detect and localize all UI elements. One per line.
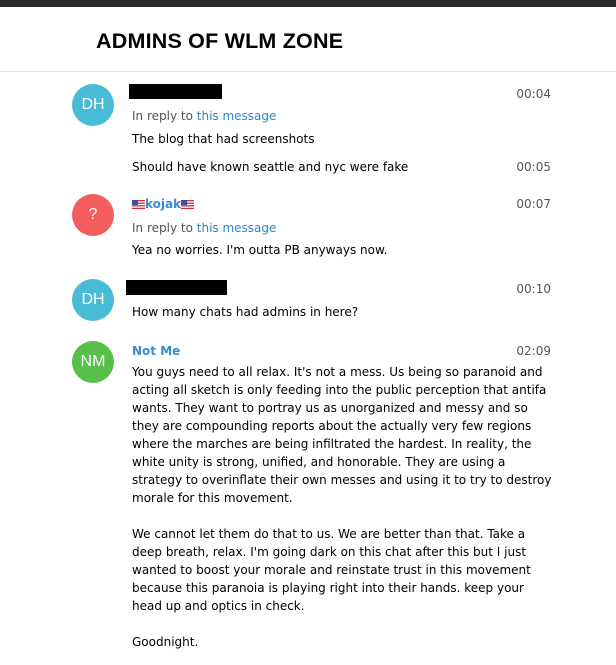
window-top-bar (0, 0, 616, 7)
us-flag-icon (181, 200, 194, 209)
avatar[interactable]: DH (72, 279, 114, 321)
chat-header (0, 7, 616, 72)
reply-link[interactable]: this message (196, 221, 277, 235)
message-paragraph: You guys need to all relax. It's not a mess. Us being so paranoid and acting all sketch is only feeding into the public perception that antifa wants. They want to portray us as unorganized and messy and so they are compounding reports about the actually very few regions where the marches are being infiltrated the hardest. In reality, the white unity is strong, unified, and honorable. They are using a strategy to overinflate their own messes and using it to try to destroy morale for this movement. (132, 365, 552, 505)
chat-title: ADMINS OF WLM ZONE (96, 29, 344, 53)
reply-reference[interactable] (132, 109, 276, 123)
message-text: How many chats had admins in here? (132, 305, 359, 319)
message-time: 00:07 (516, 197, 551, 211)
message-paragraph: We cannot let them do that to us. We are better than that. Take a deep breath, relax. I'm going dark on this chat after this but I just wanted to boost your morale and reinstate trust in this movement because this paranoia is playing right into their hands. keep your head up and optics in check. (132, 527, 531, 613)
message-text: The blog that had screenshots (132, 132, 315, 146)
reply-reference[interactable] (132, 221, 276, 235)
sender-name[interactable] (132, 197, 194, 211)
reply-prefix: In reply to (132, 221, 193, 235)
message-time: 02:09 (516, 344, 551, 358)
redacted-sender-name (129, 84, 222, 99)
message-text: Yea no worries. I'm outta PB anyways now. (132, 243, 388, 257)
reply-link[interactable]: this message (196, 109, 277, 123)
reply-prefix: In reply to (132, 109, 193, 123)
avatar[interactable]: NM (72, 341, 114, 383)
avatar[interactable]: ? (72, 194, 114, 236)
message-paragraph: Goodnight. (132, 635, 199, 649)
sender-name-text: kojak (145, 197, 182, 211)
message-time: 00:04 (516, 87, 551, 101)
message-time: 00:10 (516, 282, 551, 296)
message-text: Should have known seattle and nyc were fake (132, 160, 409, 174)
message-time: 00:05 (516, 160, 551, 174)
sender-name[interactable]: Not Me (132, 344, 181, 358)
redacted-sender-name (126, 280, 227, 295)
us-flag-icon (132, 200, 145, 209)
avatar[interactable]: DH (72, 84, 114, 126)
